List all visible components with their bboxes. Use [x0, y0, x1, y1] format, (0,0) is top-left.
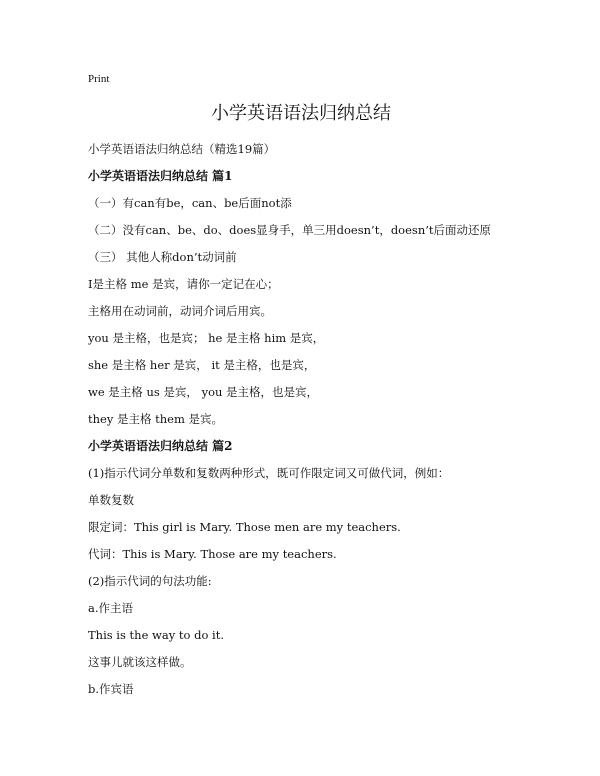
text-line: 限定词：This girl is Mary. Those men are my teachers.: [88, 520, 401, 534]
text-line: （一）有can有be，can、be后面not添: [88, 196, 292, 210]
section-heading: 小学英语语法归纳总结 篇1: [88, 169, 233, 183]
text-line: 小学英语语法归纳总结（精选19篇）: [88, 142, 276, 156]
text-line: This is the way to do it.: [88, 628, 224, 642]
text-line: 主格用在动词前，动词介词后用宾。: [88, 304, 272, 318]
document-body: [88, 141, 514, 697]
text-line: （二）没有can、be、do、does显身手，单三用doesn’t，doesn’t后面动还原: [88, 223, 491, 237]
text-line: （三） 其他人称don’t动词前: [88, 250, 237, 264]
text-line: she 是主格 her 是宾， it 是主格，也是宾，: [88, 358, 316, 372]
text-line: we 是主格 us 是宾， you 是主格，也是宾，: [88, 385, 319, 399]
text-line: they 是主格 them 是宾。: [88, 412, 224, 426]
document-title: 小学英语语法归纳总结: [211, 103, 391, 124]
text-line: I是主格 me 是宾，请你一定记在心；: [88, 277, 279, 291]
text-line: a.作主语: [88, 601, 134, 615]
text-line: 这事儿就该这样做。: [88, 655, 192, 669]
text-line: 单数复数: [88, 493, 134, 507]
text-line: (1)指示代词分单数和复数两种形式，既可作限定词又可做代词，例如：: [88, 466, 450, 480]
text-line: (2)指示代词的句法功能:: [88, 574, 212, 588]
text-line: b.作宾语: [88, 682, 134, 696]
section-heading: 小学英语语法归纳总结 篇2: [88, 439, 233, 453]
text-line: you 是主格，也是宾； he 是主格 him 是宾，: [88, 331, 325, 345]
print-link[interactable]: Print: [88, 73, 110, 85]
text-line: 代词：This is Mary. Those are my teachers.: [88, 547, 337, 561]
